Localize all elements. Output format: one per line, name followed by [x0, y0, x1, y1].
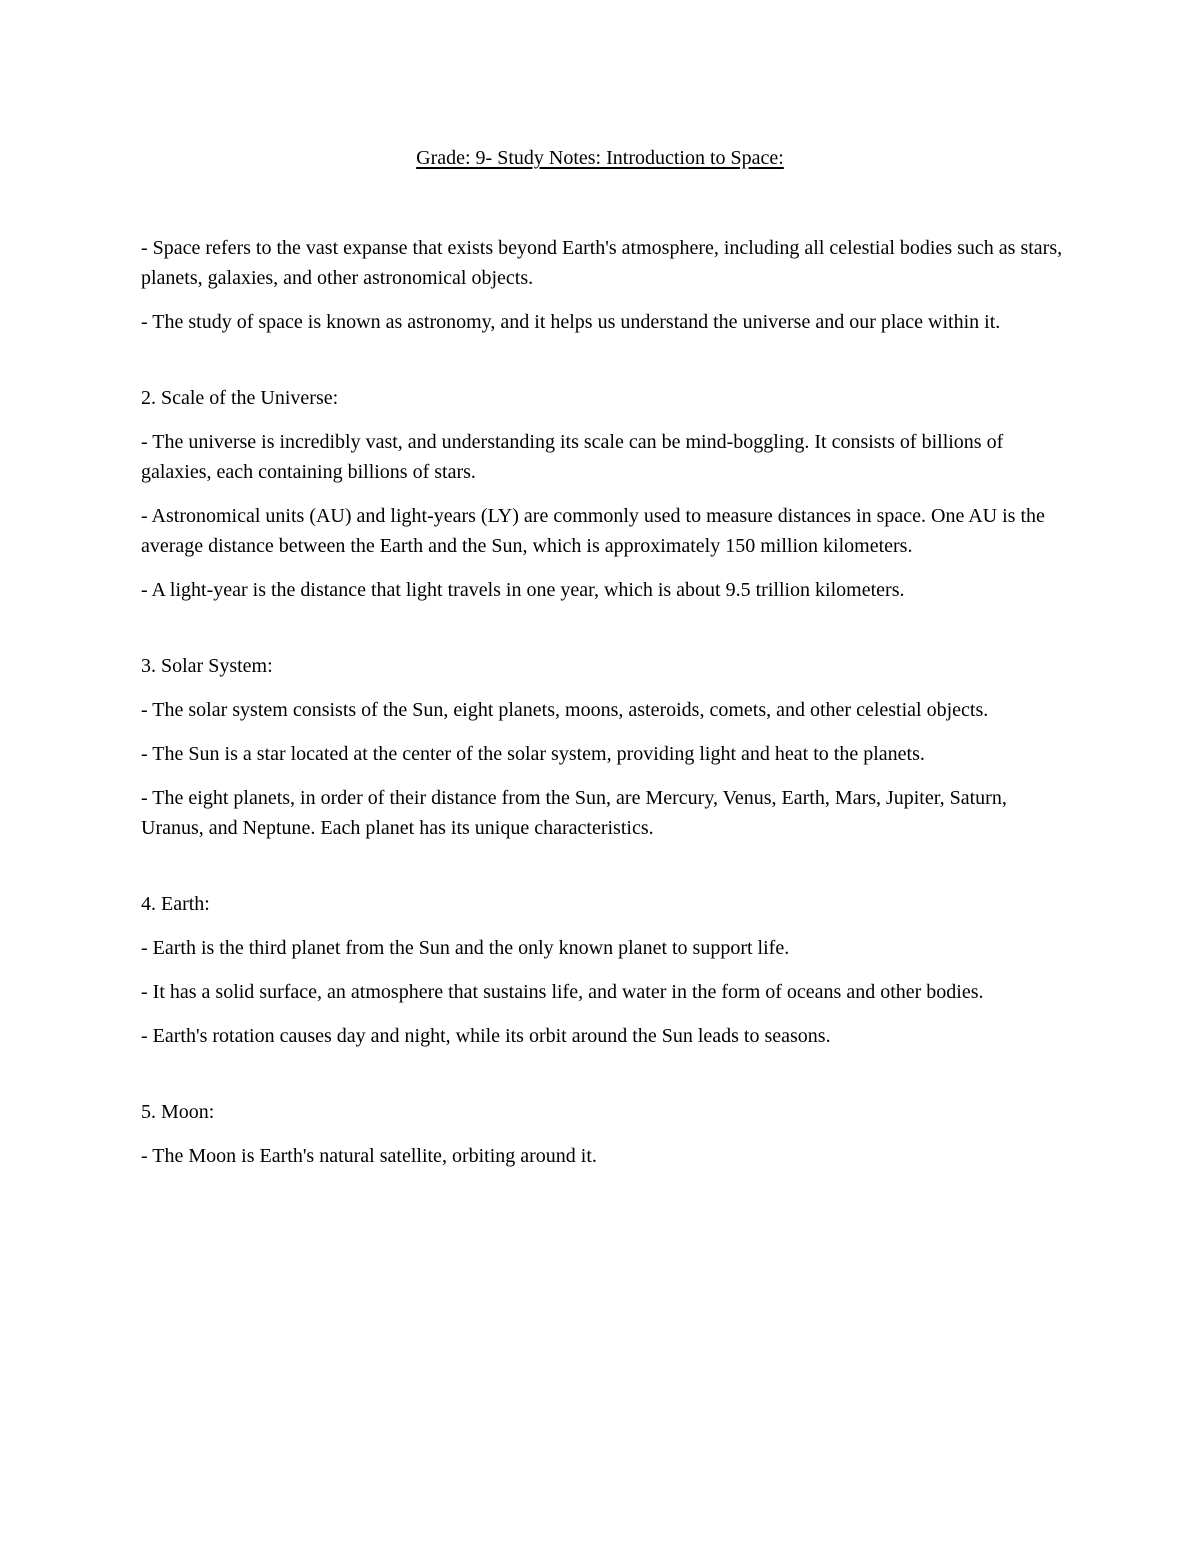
- section-point: - The universe is incredibly vast, and understanding its scale can be mind-boggling. It consists of billions of galaxies, each containing billions of stars.: [141, 431, 1004, 483]
- intro-paragraph: - Space refers to the vast expanse that exists beyond Earth's atmosphere, including all celestial bodies such as stars, planets, galaxies, and other astronomical objects.: [141, 237, 1063, 289]
- section-point: - The eight planets, in order of their distance from the Sun, are Mercury, Venus, Earth, Mars, Jupiter, Saturn, Uranus, and Neptune. Each planet has its unique characteristics.: [141, 787, 1007, 839]
- section-solar-system: [141, 651, 1071, 843]
- section-heading: 2. Scale of the Universe:: [141, 387, 339, 409]
- page-title: [0, 144, 1200, 172]
- section-heading: 3. Solar System:: [141, 655, 273, 677]
- section-point: - Earth's rotation causes day and night, while its orbit around the Sun leads to seasons.: [141, 1025, 831, 1047]
- section-moon: [141, 1097, 1071, 1171]
- section-earth: [141, 889, 1071, 1051]
- section-point: - A light-year is the distance that light travels in one year, which is about 9.5 trillion kilometers.: [141, 579, 905, 601]
- section-point: - It has a solid surface, an atmosphere that sustains life, and water in the form of oceans and other bodies.: [141, 981, 984, 1003]
- section-scale-of-universe: [141, 383, 1071, 605]
- section-point: - Astronomical units (AU) and light-years (LY) are commonly used to measure distances in space. One AU is the average distance between the Earth and the Sun, which is approximately 150 million kilometers.: [141, 505, 1045, 557]
- page-title-text: Grade: 9- Study Notes: Introduction to Space:: [416, 147, 784, 169]
- document-body: [141, 233, 1071, 1185]
- section-point: - The Sun is a star located at the center of the solar system, providing light and heat to the planets.: [141, 743, 925, 765]
- intro-paragraph: - The study of space is known as astronomy, and it helps us understand the universe and our place within it.: [141, 311, 1001, 333]
- section-point: - The solar system consists of the Sun, eight planets, moons, asteroids, comets, and other celestial objects.: [141, 699, 989, 721]
- section-heading: 4. Earth:: [141, 893, 210, 915]
- section-point: - Earth is the third planet from the Sun and the only known planet to support life.: [141, 937, 790, 959]
- section-point: - The Moon is Earth's natural satellite, orbiting around it.: [141, 1145, 597, 1167]
- section-heading: 5. Moon:: [141, 1101, 215, 1123]
